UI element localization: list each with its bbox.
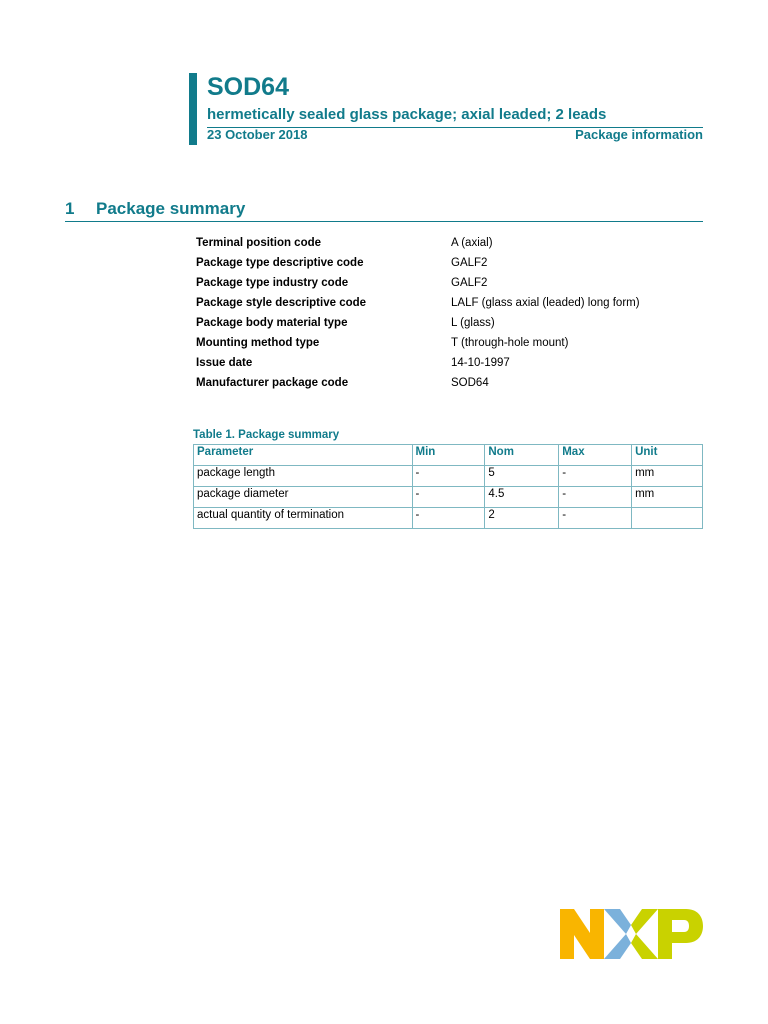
- table-cell: -: [412, 508, 485, 529]
- column-header: Parameter: [194, 445, 413, 466]
- column-header: Max: [559, 445, 632, 466]
- document-title: SOD64: [207, 73, 289, 101]
- property-label: Package type descriptive code: [196, 257, 364, 269]
- column-header: Min: [412, 445, 485, 466]
- column-header: Unit: [632, 445, 703, 466]
- table-cell: package diameter: [194, 487, 413, 508]
- table-cell: 2: [485, 508, 559, 529]
- table-cell: -: [412, 487, 485, 508]
- package-summary-table: [193, 444, 703, 529]
- column-header: Nom: [485, 445, 559, 466]
- property-value: 14-10-1997: [451, 357, 510, 369]
- table-cell: -: [559, 487, 632, 508]
- property-row: [196, 255, 703, 275]
- property-value: L (glass): [451, 317, 495, 329]
- property-row: [196, 315, 703, 335]
- property-label: Terminal position code: [196, 237, 322, 249]
- table-cell: actual quantity of termination: [194, 508, 413, 529]
- property-value: LALF (glass axial (leaded) long form): [451, 297, 640, 309]
- table-cell: -: [559, 466, 632, 487]
- document-date: 23 October 2018: [207, 127, 308, 142]
- property-row: [196, 355, 703, 375]
- property-label: Package body material type: [196, 317, 348, 329]
- table-cell: mm: [632, 487, 703, 508]
- property-label: Mounting method type: [196, 337, 320, 349]
- table-cell: 4.5: [485, 487, 559, 508]
- table-cell: 5: [485, 466, 559, 487]
- nxp-logo: [560, 909, 703, 959]
- property-value: SOD64: [451, 377, 489, 389]
- table-cell: -: [559, 508, 632, 529]
- property-label: Package type industry code: [196, 277, 349, 289]
- document-subtitle: hermetically sealed glass package; axial leaded; 2 leads: [207, 106, 607, 123]
- table-row: [194, 487, 703, 508]
- table-cell: [632, 508, 703, 529]
- table-header-row: [194, 445, 703, 466]
- table-caption: Table 1. Package summary: [193, 429, 340, 441]
- property-row: [196, 335, 703, 355]
- property-row: [196, 375, 703, 395]
- header-accent-bar: [189, 73, 197, 145]
- table-cell: package length: [194, 466, 413, 487]
- property-value: GALF2: [451, 257, 488, 269]
- package-properties: [196, 235, 703, 395]
- table-cell: -: [412, 466, 485, 487]
- document-type: Package information: [575, 127, 703, 142]
- property-row: [196, 275, 703, 295]
- table-row: [194, 466, 703, 487]
- table-row: [194, 508, 703, 529]
- property-label: Package style descriptive code: [196, 297, 367, 309]
- property-label: Issue date: [196, 357, 253, 369]
- property-value: T (through-hole mount): [451, 337, 569, 349]
- property-value: A (axial): [451, 237, 493, 249]
- property-label: Manufacturer package code: [196, 377, 349, 389]
- section-number: 1: [65, 199, 75, 218]
- section-rule: [65, 221, 703, 222]
- section-title: Package summary: [96, 199, 246, 218]
- table-cell: mm: [632, 466, 703, 487]
- property-row: [196, 235, 703, 255]
- section-heading: [65, 199, 703, 221]
- property-row: [196, 295, 703, 315]
- property-value: GALF2: [451, 277, 488, 289]
